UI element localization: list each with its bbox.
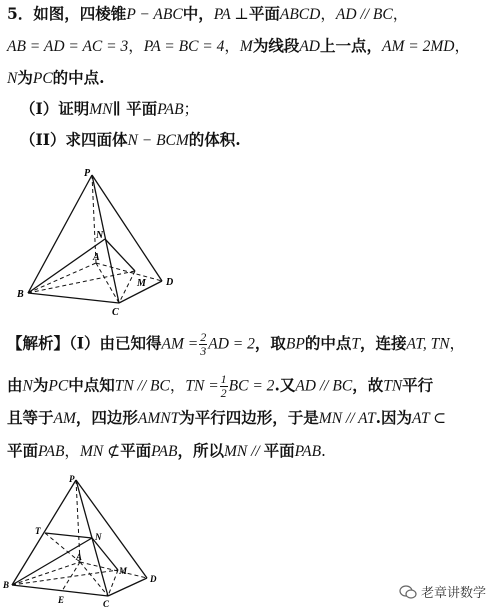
label-M: M xyxy=(119,566,128,576)
solution-text: ，连接 xyxy=(359,333,407,353)
label-M: M xyxy=(137,278,146,289)
problem-text: （I）证明 xyxy=(20,99,90,118)
punct: ， xyxy=(392,5,409,23)
edge-AE xyxy=(62,562,80,591)
solution-text: 【解析】（I）由已知得 xyxy=(7,333,162,353)
watermark xyxy=(399,582,486,601)
solution-text: 平面 xyxy=(7,441,39,460)
label-D: D xyxy=(150,574,157,584)
math: BP xyxy=(285,335,305,353)
solution-text: .又 xyxy=(274,375,296,395)
punct: ， xyxy=(449,334,466,353)
solution-text: ，取 xyxy=(254,333,286,353)
solution-text: ，四边形 xyxy=(75,408,138,427)
solution-text: 中点知 xyxy=(68,375,115,395)
math: TN xyxy=(383,377,403,395)
label-P: P xyxy=(69,474,75,484)
math: AB = AD = AC = 3 xyxy=(7,38,129,55)
solution-line-1 xyxy=(7,331,465,358)
fraction xyxy=(220,373,228,400)
label-A: A xyxy=(76,552,83,562)
problem-text: 为线段 xyxy=(252,36,300,55)
math: PA ⊥ xyxy=(213,6,249,23)
edge-AB xyxy=(28,263,96,293)
math: AMNT xyxy=(137,410,180,427)
math: PAB xyxy=(157,101,184,118)
punct: ； xyxy=(183,100,200,118)
pyramid-figure-2 xyxy=(0,470,170,609)
pyramid-figure-1 xyxy=(0,160,200,320)
math: TN // BC xyxy=(114,377,170,395)
problem-text: 上一点， xyxy=(320,36,383,55)
label-A: A xyxy=(93,252,100,263)
solution-text: 平面 xyxy=(263,441,295,460)
punct: . xyxy=(321,442,326,460)
math: N xyxy=(7,70,18,87)
math: BC = 2 xyxy=(228,377,275,395)
fraction-numerator: 2 xyxy=(200,330,207,344)
math: AD xyxy=(299,38,321,55)
edge-PB xyxy=(12,480,76,585)
edge-CD xyxy=(108,578,147,596)
solution-text: 由 xyxy=(7,375,23,395)
solution-text: 为平行四边形，于是 xyxy=(179,408,319,427)
edge-AC xyxy=(96,263,119,303)
math: PC xyxy=(32,70,53,87)
solution-line-4 xyxy=(7,441,326,462)
solution-text: ，故 xyxy=(352,375,384,395)
edge-TN xyxy=(45,533,92,538)
math: MN // AT xyxy=(318,410,376,427)
label-E: E xyxy=(58,595,65,605)
math: MN // xyxy=(224,443,264,460)
question-2 xyxy=(20,130,241,151)
math: AD // BC xyxy=(295,377,353,395)
punct: ， xyxy=(169,376,186,395)
label-B: B xyxy=(17,289,24,300)
punct: ， xyxy=(64,442,80,460)
math: PAB xyxy=(294,443,322,460)
math: N xyxy=(22,377,33,395)
fraction-denominator: 3 xyxy=(200,344,207,358)
math: PC xyxy=(48,377,69,395)
label-D: D xyxy=(166,277,174,288)
fraction xyxy=(199,331,207,358)
problem-text: ∥ 平面 xyxy=(112,99,158,118)
math: T xyxy=(351,335,360,353)
punct: ， xyxy=(128,37,144,55)
punct: ， xyxy=(224,37,240,55)
label-C: C xyxy=(112,307,119,318)
math: AD // BC xyxy=(335,6,393,23)
label-N: N xyxy=(95,532,102,542)
edge-PD xyxy=(92,175,162,281)
edge-PD xyxy=(76,480,147,578)
solution-text: 平行 xyxy=(402,375,434,395)
math: MN ⊄ xyxy=(79,443,121,460)
label-N: N xyxy=(96,230,104,241)
math: PAB xyxy=(38,443,65,460)
edge-NB xyxy=(28,239,105,293)
math: N − BCM xyxy=(127,132,189,149)
solution-line-2 xyxy=(7,373,433,400)
label-P: P xyxy=(84,168,91,179)
math: AT, TN xyxy=(406,335,450,353)
math: AT ⊂ xyxy=(412,410,447,427)
solution-text: 的中点 xyxy=(304,333,352,353)
problem-text: 平面 xyxy=(248,4,280,23)
solution-text: 且等于 xyxy=(7,408,54,427)
math: PA = BC = 4 xyxy=(143,38,225,55)
watermark-text: 老章讲数学 xyxy=(420,586,486,601)
problem-text: 如图，四棱锥 xyxy=(33,4,127,23)
math: ABCD xyxy=(279,6,321,23)
problem-number: 5． xyxy=(7,4,34,23)
fraction-numerator: 1 xyxy=(220,372,227,386)
math: AM = 2MD xyxy=(382,38,455,55)
math: MN xyxy=(89,101,113,118)
solution-text: 为 xyxy=(32,375,49,395)
fraction-denominator: 2 xyxy=(220,386,227,400)
label-B: B xyxy=(3,580,10,590)
problem-text: 的中点. xyxy=(52,68,105,87)
edge-PB xyxy=(28,175,92,293)
punct: ， xyxy=(454,37,470,55)
solution-line-3 xyxy=(7,408,446,429)
problem-line-3 xyxy=(7,68,105,89)
label-T: T xyxy=(35,526,41,536)
problem-line-2 xyxy=(7,36,470,57)
problem-text: 中， xyxy=(182,4,214,23)
problem-text: （II）求四面体 xyxy=(20,130,128,149)
math: PAB xyxy=(151,443,178,460)
wechat-icon xyxy=(399,585,417,599)
problem-text: 的体积. xyxy=(188,130,241,149)
problem-line-1 xyxy=(7,4,408,25)
math: AD = 2 xyxy=(208,335,255,353)
math: AM = xyxy=(161,335,199,353)
edge-BC xyxy=(28,293,119,303)
math: M xyxy=(239,38,253,55)
solution-text: 平面 xyxy=(120,441,152,460)
punct: ， xyxy=(320,5,336,23)
math: AM xyxy=(53,410,76,427)
label-C: C xyxy=(103,599,110,609)
question-1 xyxy=(20,99,199,120)
solution-text: .因为 xyxy=(375,408,413,427)
problem-text: 为 xyxy=(17,68,33,87)
math: TN = xyxy=(185,377,219,395)
solution-text: ，所以 xyxy=(177,441,224,460)
math: P − ABC xyxy=(126,6,183,23)
